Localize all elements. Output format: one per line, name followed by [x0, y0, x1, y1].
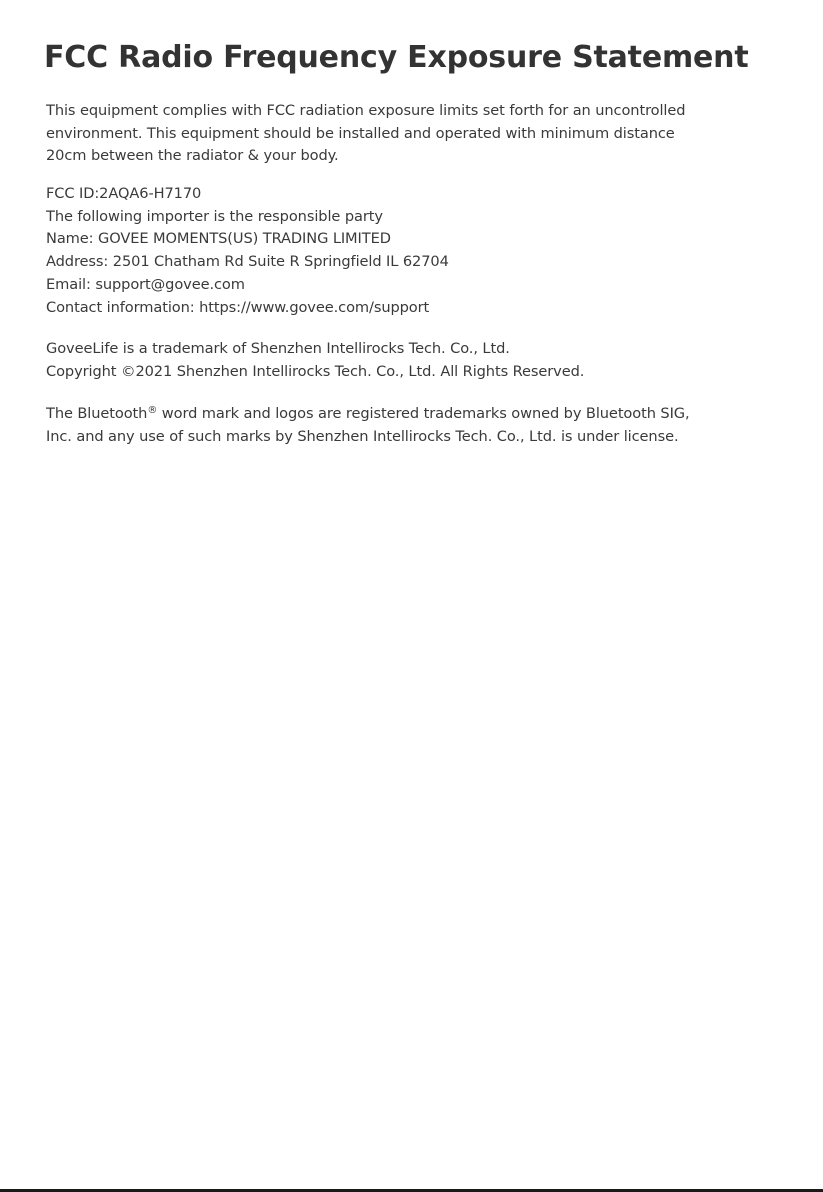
page-title: FCC Radio Frequency Exposure Statement [44, 40, 749, 75]
importer-paragraph [46, 183, 776, 319]
trademark-line: GoveeLife is a trademark of Shenzhen Intellirocks Tech. Co., Ltd. [46, 340, 510, 357]
exposure-line: 20cm between the radiator & your body. [46, 147, 339, 165]
fcc-id: FCC ID:2AQA6-H7170 [46, 185, 202, 202]
exposure-paragraph [46, 100, 776, 168]
importer-email: Email: support@govee.com [46, 275, 245, 293]
importer-contact: Contact information: https://www.govee.com/support [46, 298, 430, 316]
bluetooth-paragraph [46, 403, 776, 448]
importer-address: Address: 2501 Chatham Rd Suite R Springfield IL 62704 [46, 253, 449, 271]
bluetooth-line-1-rest: word mark and logos are registered trademarks owned by Bluetooth SIG, [157, 405, 690, 422]
importer-name: Name: GOVEE MOMENTS(US) TRADING LIMITED [46, 230, 391, 248]
responsible-party: The following importer is the responsible party [46, 207, 383, 225]
exposure-line: environment. This equipment should be installed and operated with minimum distance [46, 124, 675, 142]
registered-mark: ® [147, 405, 158, 416]
copyright-line: Copyright ©2021 Shenzhen Intellirocks Tech. Co., Ltd. All Rights Reserved. [46, 362, 585, 380]
bluetooth-line-1 [46, 403, 776, 426]
trademark-paragraph [46, 338, 776, 383]
bluetooth-line-2: Inc. and any use of such marks by Shenzhen Intellirocks Tech. Co., Ltd. is under license. [46, 427, 679, 445]
exposure-line: This equipment complies with FCC radiation exposure limits set forth for an uncontrolled [46, 102, 686, 119]
bluetooth-prefix: The Bluetooth [46, 405, 148, 422]
